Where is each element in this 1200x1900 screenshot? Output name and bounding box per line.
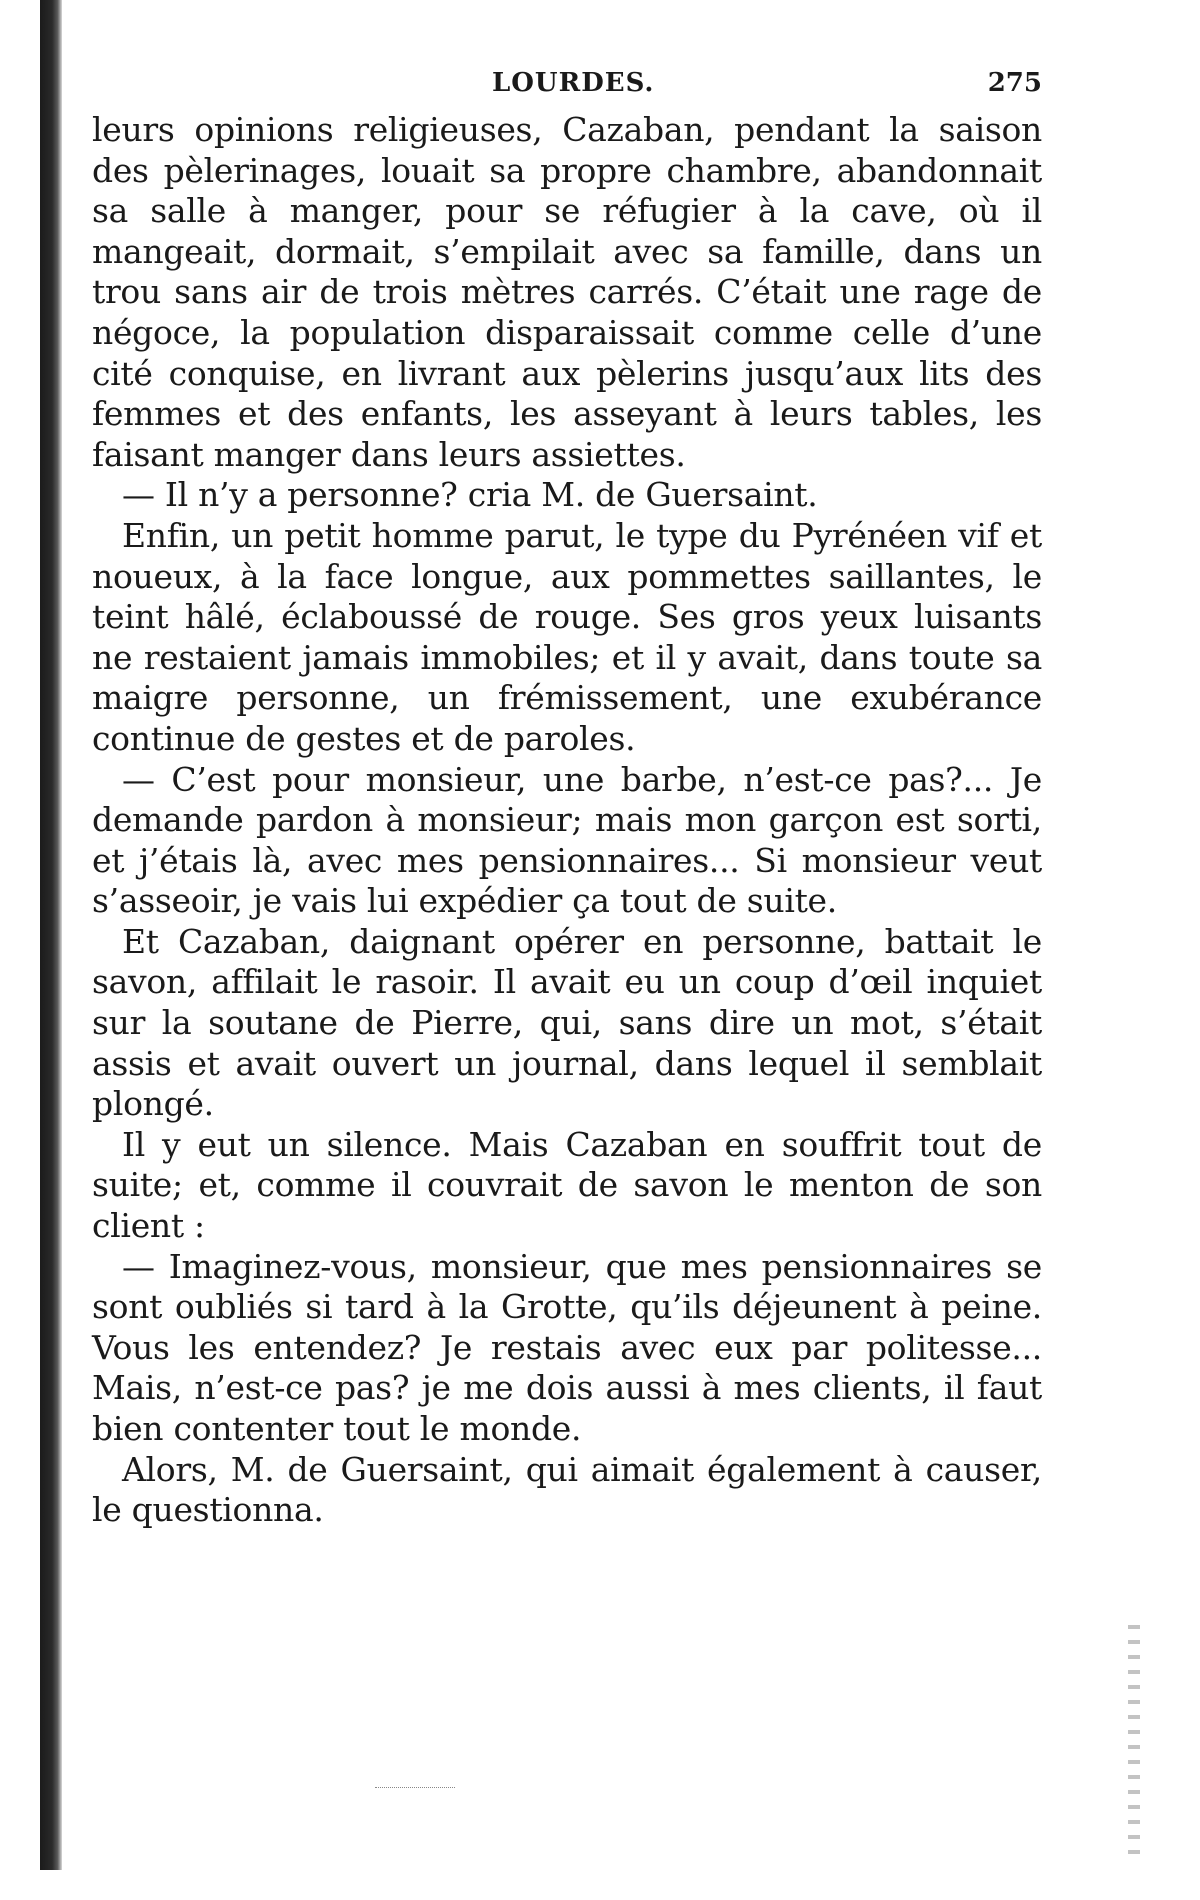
paragraph-dialogue: — Il n’y a personne? cria M. de Guersaint. bbox=[122, 475, 818, 515]
margin-marks bbox=[1128, 1625, 1140, 1865]
paragraph-continued: leurs opinions religieuses, Cazaban, pendant la saison des pèlerinages, louait sa propre chambre, abandonnait sa salle à manger, pour se réfugier à la cave, où il mangeait, dormait, s’empilait avec sa famille, dans un trou sans air de trois mètres carrés. C’était une rage de négoce, la population disparaissait comme celle d’une cité conquise, en livrant aux pèlerins jusqu’aux lits des femmes et des enfants, les asseyant à leurs tables, les faisant manger dans leurs assiettes. bbox=[92, 110, 1042, 474]
paragraph-dialogue: — C’est pour monsieur, une barbe, n’est-ce pas?... Je demande pardon à monsieur; mais mon garçon est sorti, et j’étais là, avec mes pensionnaires... Si monsieur veut s’asseoir, je vais lui expédier ça tout de suite. bbox=[92, 759, 1042, 921]
paragraph: Enfin, un petit homme parut, le type du Pyrénéen vif et noueux, à la face longue, aux pommettes saillantes, le teint hâlé, éclaboussé de rouge. Ses gros yeux luisants ne restaient jamais immobiles; et il y avait, dans toute sa maigre personne, un frémissement, une exubérance continue de gestes et de paroles. bbox=[92, 515, 1042, 758]
page-number: 275 bbox=[987, 68, 1042, 98]
paragraph: Il y eut un silence. Mais Cazaban en souffrit tout de suite; et, comme il couvrait de savon le menton de son client : bbox=[92, 1124, 1042, 1246]
paragraph-dialogue: — Imaginez-vous, monsieur, que mes pensionnaires se sont oubliés si tard à la Grotte, qu’ils déjeunent à peine. Vous les entendez? Je restais avec eux par politesse... Mais, n’est-ce pas? je me dois aussi à mes clients, il faut bien contenter tout le monde. bbox=[92, 1246, 1042, 1448]
running-head bbox=[92, 60, 1042, 110]
body-text bbox=[92, 110, 1042, 1531]
footer-rule bbox=[375, 1787, 455, 1788]
paragraph: Alors, M. de Guersaint, qui aimait également à causer, le questionna. bbox=[92, 1449, 1042, 1530]
running-title: LOURDES. bbox=[492, 68, 655, 98]
book-page bbox=[92, 60, 1042, 1531]
paragraph: Et Cazaban, daignant opérer en personne, battait le savon, affilait le rasoir. Il avait eu un coup d’œil inquiet sur la soutane de Pierre, qui, sans dire un mot, s’était assis et avait ouvert un journal, dans lequel il semblait plongé. bbox=[92, 921, 1042, 1124]
binding-edge bbox=[40, 0, 62, 1870]
